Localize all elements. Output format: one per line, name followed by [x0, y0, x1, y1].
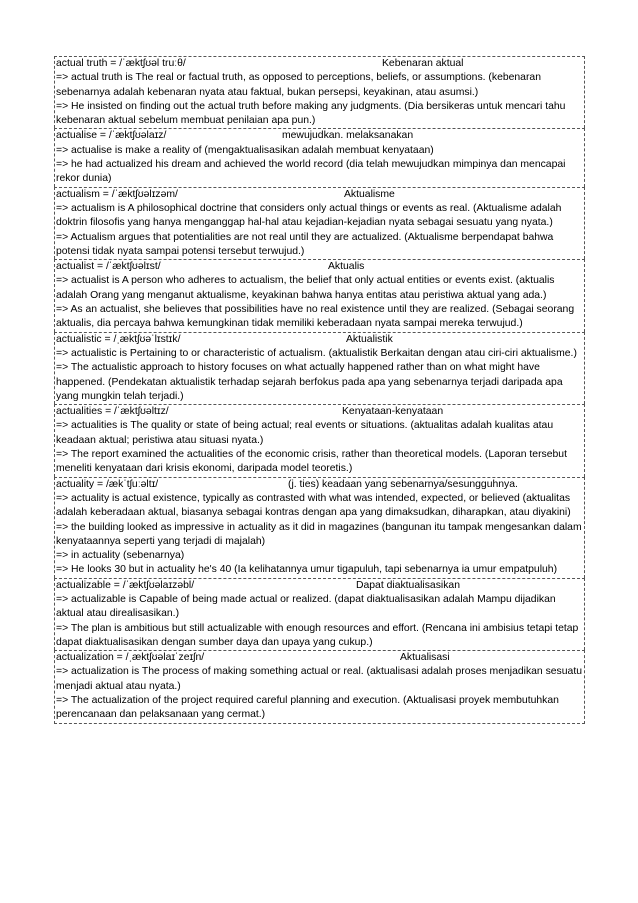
entry-example: => He looks 30 but in actuality he's 40 (Ia kelihatannya umur tigapuluh, tapi sebenarnya ia umur empatpuluh) [56, 564, 558, 576]
entry-translation: mewujudkan. melaksanakan [282, 130, 414, 142]
entry-definition: => actualise is make a reality of (mengaktualisasikan adalah membuat kenyataan) [56, 144, 434, 156]
entry-translation: Aktualis [328, 261, 365, 273]
entry-translation: Kebenaran aktual [382, 58, 464, 69]
entry-translation: Dapat diaktualisasikan [356, 579, 460, 591]
entry-term: actualism = /ˈæktʃʊəlɪzəm/ [56, 188, 178, 200]
dictionary-entry [54, 650, 585, 723]
entry-term: actualist = /ˈæktʃʊəlɪst/ [56, 261, 161, 273]
entry-headline [56, 188, 583, 202]
entry-example: => he had actualized his dream and achieved the world record (dia telah mewujudkan mimpinya dan mencapai rekor dunia) [56, 159, 566, 185]
entry-headline [56, 478, 583, 492]
entry-headline [56, 260, 583, 274]
entry-term: actualization = /ˌæktʃʊəlaɪˈzeɪʃn/ [56, 652, 205, 664]
entry-definition: => actual truth is The real or factual truth, as opposed to perceptions, beliefs, or assumptions. (kebenaran sebenarnya adalah kebenaran nyata atau faktual, bukan persepsi, keyakinan, atau asumsi.) [56, 72, 541, 98]
entry-example: => As an actualist, she believes that possibilities have no real existence until they are realized. (Sebagai seorang aktualis, dia percaya bahwa kemungkinan tidak memiliki keberadaan nyata sampai mereka terwujud.) [56, 304, 575, 330]
entry-term: actual truth = /ˈæktʃʊəl truːθ/ [56, 58, 186, 69]
entry-translation: Kenyataan-kenyataan [342, 406, 444, 418]
entry-example: => Actualism argues that potentialities are not real until they are actualized. (Aktualisme berpendapat bahwa potensi tidak nyata sampai potensi tersebut terwujud.) [56, 231, 554, 257]
entry-term: actualities = /ˈæktʃʊəltɪz/ [56, 406, 169, 418]
dictionary-entry [54, 578, 585, 650]
entry-headline [56, 333, 583, 347]
dictionary-entry [54, 259, 585, 331]
dictionary-entry [54, 404, 585, 476]
dictionary-entry [54, 128, 585, 186]
entry-definition: => actualistic is Pertaining to or characteristic of actualism. (aktualistik Berkaitan dengan atau ciri-ciri aktualisme.) [56, 347, 577, 359]
dictionary-entry [54, 477, 585, 578]
entry-definition: => actualities is The quality or state of being actual; real events or situations. (aktualitas adalah kualitas atau keadaan aktual; peristiwa atau situasi nyata.) [56, 420, 554, 446]
dictionary-list [54, 56, 585, 724]
entry-definition: => actualist is A person who adheres to actualism, the belief that only actual entities or events exist. (aktualis adalah Orang yang menganut aktualisme, keyakinan bahwa hanya entitas atau peristiwa aktual yang ada.) [56, 275, 555, 301]
entry-term: actualise = /ˈæktʃʊəlaɪz/ [56, 130, 167, 142]
entry-example: => the building looked as impressive in actuality as it did in magazines (bangunan itu tampak mengesankan dalam kenyataannya seperti yang terjadi di majalah) [56, 521, 582, 547]
entry-definition: => actualizable is Capable of being made actual or realized. (dapat diaktualisasikan adalah Mampu dijadikan aktual atau direalisasikan.) [56, 593, 556, 620]
entry-translation: Aktualisasi [400, 652, 450, 664]
entry-headline [56, 579, 583, 593]
entry-example: => in actuality (sebenarnya) [56, 550, 185, 562]
entry-definition: => actualization is The process of making something actual or real. (aktualisasi adalah proses menjadikan sesuatu menjadi aktual atau nyata.) [56, 666, 582, 692]
entry-translation: (j. ties) keadaan yang sebenarnya/sesungguhnya. [288, 478, 518, 490]
entry-definition: => actualism is A philosophical doctrine that considers only actual things or events as real. (Aktualisme adalah doktrin filosofis yang hanya menganggap hal-hal atau kejadian-kejadian nyata sebagai sesuatu yang nyata.) [56, 202, 562, 229]
entry-translation: Aktualisme [344, 188, 395, 200]
entry-headline [56, 405, 583, 419]
entry-example: => The report examined the actualities of the economic crisis, rather than theoretical models. (Laporan tersebut meneliti kenyataan dari krisis ekonomi, daripada model teoretis.) [56, 449, 567, 475]
entry-term: actualistic = /ˌæktʃʊəˈlɪstɪk/ [56, 333, 181, 345]
entry-term: actuality = /ækˈtʃuːəltɪ/ [56, 478, 159, 490]
entry-example: => The actualization of the project required careful planning and execution. (Aktualisasi proyek membutuhkan perencanaan dan pelaksanaan yang cermat.) [56, 695, 559, 721]
dictionary-entry [54, 332, 585, 404]
entry-headline [56, 651, 583, 665]
entry-headline [56, 129, 583, 143]
entry-example: => The plan is ambitious but still actualizable with enough resources and effort. (Rencana ini ambisius tetapi tetap dapat diaktualisasikan dengan sumber daya dan upaya yang cukup.) [56, 622, 579, 648]
entry-term: actualizable = /ˈæktʃʊəlaɪzəbl/ [56, 579, 195, 591]
dictionary-entry [54, 56, 585, 128]
entry-translation: Aktualistik [346, 333, 393, 345]
entry-definition: => actuality is actual existence, typically as contrasted with what was intended, expected, or believed (aktualitas adalah keberadaan aktual, biasanya sebagai kontras dengan apa yang dimaksudkan, diharapkan, atau diyakini) [56, 492, 571, 519]
dictionary-entry [54, 187, 585, 259]
entry-headline [56, 57, 583, 71]
entry-example: => The actualistic approach to history focuses on what actually happened rather than on what might have happened. (Pendekatan aktualistik terhadap sejarah berfokus pada apa yang sebenarnya terjadi daripada apa yang mungkin telah terjadi.) [56, 362, 563, 402]
entry-example: => He insisted on finding out the actual truth before making any judgments. (Dia bersikeras untuk mencari tahu kebenaran aktual sebelum membuat penilaian apa pun.) [56, 100, 566, 127]
